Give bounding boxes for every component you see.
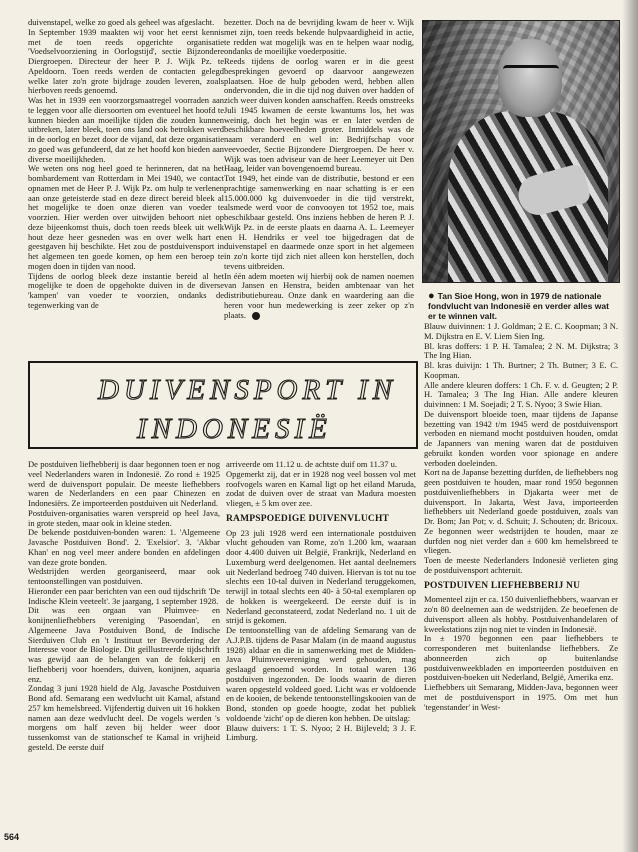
paragraph: Postduiven-organisaties waren verspreid op heel Java, in grote steden, maar ook in kleine steden. <box>28 507 220 528</box>
article-title-line-1: DUIVENSPORT IN <box>98 374 398 406</box>
paragraph: Tijdens de oorlog bleek deze instantie bereid al het mogelijke te doen de opgehokte duiven in de diverse 'kampen' van voeder te voorzien, ondanks de tegenwerking van de <box>28 270 224 310</box>
paragraph: Bl. kras doffers: 1 P. H. Tamalea; 2 N. M. Dijkstra; 3 The Ing Hian. <box>424 340 618 361</box>
paragraph: In ± 1970 begonnen een paar liefhebbers te corresponderen met buitenlandse liefhebbers. Ze abonneerden zich op buitenlandse postduivenweekbladen en importeerden postduiven en postduiven-boeken uit Nederland, België, Amerika enz. <box>424 633 618 683</box>
paragraph: Op 23 juli 1928 werd een internationale postduiven vlucht gehouden van Rome, zo'n 1.200 km, waaraan door 4.400 duiven uit België, Frankrijk, Nederland en Luxemburg werd deelgenomen. Het aantal deelnemers uit Nederland bedroeg 740 duiven. Hiervan is tot nu toe slechts een 10-tal duiven in Nederland teruggekomen, terwijl in totaal slechts een 40- à 50-tal exemplaren op de hokken is weergekeerd. De eerste duif is in Nederland geconstateerd, zodat Nederland no. 1 uit de strijd is gekomen. <box>226 527 416 626</box>
paragraph: De postduiven liefhebberij is daar begonnen toen er nog veel Nederlanders waren in Indonesië. Zo rond ± 1925 werd de duivensport populair. De meeste liefhebbers waren de Nederlanders en een paar Chinezen en Indonesiërs. Ze importeerden postduiven uit Nederland. <box>28 459 220 508</box>
paragraph: Bl. kras duivijn: 1 Th. Burtner; 2 Th. Butner; 3 E. C. Koopman. <box>424 360 618 380</box>
bullet-icon: ● <box>428 290 435 302</box>
paragraph: Zondag 3 juni 1928 hield de Alg. Javasche Postduiven Bond afd. Semarang een wedvlucht uit Kamal, afstand 257 km hemelsbreed. Vijfendertig duiven uit 16 hokken namen aan deze wedvlucht deel. De vogels werden 's morgens om half zeven bij helder weer door tussenkomst van de stationschef te Kamal in vrijheid gesteld. De eerste duif <box>28 683 220 752</box>
paragraph: In September 1939 maakten wij voor het eerst kennis met de toen reeds opgerichte organisatie 'Voedselvoorziening in Oorlogstijd', sectie Bijzondere Diergroepen. Directeur der heer P. J. Wijk Pz. te Apeldoorn. Toen reeds werden de contacten gelegd welke later zo'n grote bijdrage zouden leveren, zoals hierboven reeds genoemd. <box>28 26 224 96</box>
paragraph: arriveerde om 11.12 u. de achtste duif om 11.37 u. <box>226 459 397 469</box>
paragraph: Momenteel zijn er ca. 150 duivenliefhebbers, waarvan er zo'n 80 deelnemen aan de wedstrijden. Ze beoefenen de duivensport alleen als hobby. Postduivenhandelaren of kweekstations zijn nog niet te vinden in Indonesië. <box>424 594 618 634</box>
page-edge-shadow <box>622 0 638 852</box>
section-heading: POSTDUIVEN LIEFHEBBERIJ NU <box>424 580 581 591</box>
end-of-article-mark <box>252 312 260 320</box>
paragraph: Reeds tijdens de oorlog waren er in die geest besprekingen gevoerd op daarvoor aangewezen plaatsen. Hoe de hulp geboden werd, hebben allen ondervonden, die in die tijd nog duiven over hadden of zich weer duiven konden aanschaffen. Reeds omstreeks Juli 1945 kwamen de eerste kwantums los, het was weinig, doch het begin was er en later werden de beschikbare hoeveelheden groter. Inmiddels was de naam veranderd en wel in: Bedrijfschap voor veevoeder, Sectie Bijzondere Diergroepen. De heer v. Wijk was toen adviseur van de heer Leemeyer uit Den Haag, leider van bovengenoemd bureau. <box>224 56 414 174</box>
bottom-article-column-2 <box>226 460 416 743</box>
portrait-photo <box>422 20 620 283</box>
top-article-column-1 <box>28 18 224 311</box>
paragraph: De bekende postduiven-bonden waren: 1. 'Algemeene Javasche Postduiven Bond'. 2. 'Exelsior'. 3. 'Akbar Khan' en nog veel meer andere bonden en afdelingen van deze grote bonden. <box>28 527 220 567</box>
paragraph: Tot 1949, het einde van de distributie, bestond er een prachtige samenwerking en naar schatting is er een 15.000.000 kg duivenvoeder in die tijd verstrekt, alsmede werd voor de convooyen tot 1952 toe, mais beschikbaar gesteld. Ons inziens hebben de heren P. J. Wijk Pz. in de eerste plaats en daarna A. L. Leemeyer en H. Hendriks er veel toe bijgedragen dat de duivenstapel en daarmede onze sport in het algemeen in zo'n korte tijd zich niet alleen kon herstellen, doch tevens uitbreiden. <box>224 173 414 271</box>
bottom-article-column-1 <box>28 460 220 753</box>
section-heading: RAMPSPOEDIGE DUIVENVLUCHT <box>226 513 390 524</box>
paragraph: De tentoonstelling van de afdeling Semarang van de A.J.P.B. tijdens de Pasar Malam (in de maand augustus 1928) aldaar en die in samenwerking met de Midden-Java Pluimveevereniging werd gehouden, mag geslaagd genoemd worden. In totaal waren 136 postduiven ingezonden. De loods waarin de dieren waren opgesteld voldeed goed. Licht was er voldoende en de kooien, de bekende tentoonstellingskooien van de Bond, stonden op goede hoogte, zodat het publiek voldoende 'zicht' op de dieren kon hebben. De uitslag: <box>226 625 416 723</box>
paragraph: Alle andere kleuren doffers: 1 Ch. F. v. d. Geugten; 2 P. H. Tamalea; 3 The Ing Hian. Alle andere kleuren duivinnen: 1 M. Soejadi; 2 T. S. Nyoo; 3 Swie Hian. <box>424 379 618 409</box>
right-column <box>424 322 618 712</box>
paragraph: Was het in 1939 een voorzorgsmaatregel voorraden aan te leggen voor alle diersoorten om eventueel het hoofd te kunnen bieden aan moeilijke tijden die zouden kunnen uitbreken, later bleek, toen ons land ook betrokken werd in de oorlog en bezet door de vijand, dat deze organisatie zo goed was gefundeerd, dat ze het hoofd kon bieden aan diverse moeilijkheden. <box>28 95 224 164</box>
paragraph: Hieronder een paar berichten van een oud tijdschrift 'De Indische Klein veeteelt'. 3e jaargang, 1 september 1928. <box>28 585 220 606</box>
paragraph: bezetter. Doch na de bevrijding kwam de heer v. Wijk met zijn, toen reeds bekende hulpvaardigheid in actie, te redden wat mogelijk was en te helpen waar nodig, ondanks de moeilijke voederpositie. <box>224 17 414 57</box>
paragraph: Opgemerkt zij, dat er in 1928 nog veel bossen vol met roofvogels waren en Kamal ligt op het eiland Maruda, zodat de duiven over de straat van Madura moesten vliegen, ± 5 km over zee. <box>226 468 416 508</box>
paragraph: Blauw duivers: 1 T. S. Nyoo; 2 H. Bijleveld; 3 J. F. Limburg. <box>226 722 416 743</box>
page-number: 564 <box>4 832 20 842</box>
paragraph: duivenstapel, welke zo goed als geheel was afgeslacht. <box>28 17 215 27</box>
paragraph: Liefhebbers uit Semarang, Midden-Java, begonnen weer met de postduivensport in 1975. Om met hun 'tegenstander' in West- <box>424 682 618 712</box>
top-article-column-2 <box>224 18 414 320</box>
article-title-line-2: INDONESIË <box>137 413 332 445</box>
photo-caption <box>428 291 616 321</box>
paragraph: Kort na de Japanse bezetting durfden, de liefhebbers nog geen postduiven te houden, maar rond 1950 begonnen postduivenliefhebbers in Djakarta weer met de duivensport. In Jakarta, West Java, importeerden liefhebbers uit Nederland goede postduiven, zoals van Dr. Bom; Jan Pot; v. d. Schuit; J. Schouten; dr. Bricoux. Ze begonnen weer wedstrijden te houden, maar ze durfden nog niet verder dan ± 600 km hemelsbreed te vliegen. <box>424 467 618 556</box>
paragraph: Dit was een orgaan van Pluimvee- en konijnenliefhebbers vereniging 'Pasoendan', en Algemeene Java Postduiven Bond, de Indische Sierduiven Club en 't Instituut ter Bevordering der Interesse voor de Biologie. Dit geïllustreerde tijdschrift was gewijd aan de belangen van de fokkerij en liefhebberij voor hoenders, duiven, konijnen, aquaria enz. <box>28 605 220 684</box>
paragraph: De duivensport bloeide toen, maar tijdens de Japanse bezetting van 1942 t/m 1945 werd de postduivensport verboden en niemand mocht postduiven houden, omdat de Japanners van mening waren dat de postduiven gebruikt konden worden voor spionage en andere verboden doeleinden. <box>424 408 618 468</box>
paragraph: We weten ons nog heel goed te herinneren, dat na het bombardement van Rotterdam in Mei 1940, we contact opnamen met de Heer P. J. Wijk Pz. om hulp te verlenen aan onze geteisterde stad en deze direct bereid bleek al het mogelijke te doen onze dieren van voeder te voorzien. Hier werden over uitwijden behoort niet op deze bijeenkomst thuis, doch toen reeds bleek uit welk hout deze heer gesneden was en over welk hart en geestgaven hij beschikte. Het zou de postduivensport in het algemeen ten goede komen, op hem een beroep te mogen doen in tijden van nood. <box>28 163 224 271</box>
paragraph: Toen de meeste Nederlanders Indonesië verlieten ging de postduivensport achteruit. <box>424 555 618 575</box>
paragraph: Blauw duivinnen: 1 J. Goldman; 2 E. C. Koopman; 3 N. M. Dijkstra en E. V. Liem Sien Ing. <box>424 321 618 341</box>
paragraph-text: In één adem moeten wij hierbij ook de namen noemen van Jansen en Henstra, beiden ambtenaar van het distributiebureau. Onze dank en waardering aan die heren voor hun medewerking is zeer zeker op z'n plaats. <box>224 270 414 320</box>
paragraph <box>224 272 414 321</box>
paragraph: Wedstrijden werden georganiseerd, maar ook tentoonstellingen van postduiven. <box>28 566 220 586</box>
caption-text: Tan Sioe Hong, won in 1979 de nationale fondvlucht van Indonesië en verder alles wat er te winnen valt. <box>428 291 609 321</box>
photo-figure-glasses <box>503 65 559 80</box>
